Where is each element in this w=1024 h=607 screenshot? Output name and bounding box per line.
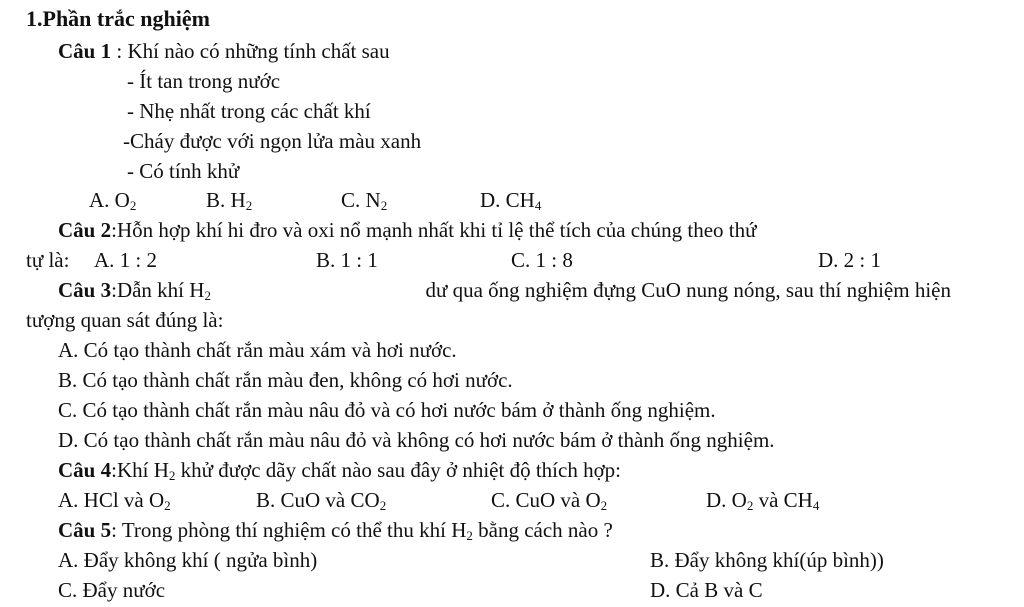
- question-1: [58, 41, 390, 62]
- question-1-label: Câu 1: [58, 39, 112, 63]
- question-5-option-b: B. Đẩy không khí(úp bình)): [650, 548, 884, 572]
- question-3-continuation: tượng quan sát đúng là:: [26, 308, 224, 332]
- question-2-option-d: D. 2 : 1: [818, 248, 881, 272]
- question-2-option-a: A. 1 : 2: [94, 248, 157, 272]
- question-1-option-d: D. $CH_4$: [480, 188, 542, 213]
- question-4-option-a: A. HCl và $O_2$: [58, 488, 171, 513]
- question-3-option-b: B. Có tạo thành chất rắn màu đen, không có hơi nước.: [58, 368, 513, 392]
- question-1-property: -Cháy được với ngọn lửa màu xanh: [123, 129, 422, 153]
- question-4-label: Câu 4: [58, 458, 112, 482]
- question-1-option-b: B. $H_2$: [206, 188, 253, 213]
- question-2: [58, 220, 756, 241]
- question-4-option-c: C. CuO và $O_2$: [491, 488, 608, 513]
- question-1-option-c: C. $N_2$: [341, 188, 388, 213]
- question-3: Câu 3:Dẫn khí $H_2$ dư qua ống nghiệm đựng CuO nung nóng, sau thí nghiệm hiện: [58, 278, 951, 303]
- question-4: Câu 4:Khí $H_2$ khử được dãy chất nào sau đây ở nhiệt độ thích hợp:: [58, 458, 622, 483]
- question-2-continuation: tự là:: [26, 248, 70, 272]
- question-5-option-a: A. Đẩy không khí ( ngửa bình): [58, 548, 318, 572]
- question-3-label: Câu 3: [58, 278, 112, 302]
- question-5-option-d: D. Cả B và C: [650, 578, 763, 602]
- question-4-text: khử được dãy chất nào sau đây ở nhiệt độ thích hợp:: [175, 458, 622, 482]
- question-1-property: - Có tính khử: [127, 159, 240, 183]
- question-1-option-a: A. $O_2$: [89, 188, 137, 213]
- section-heading: 1.Phần trắc nghiệm: [26, 6, 210, 31]
- question-4-option-b: B. CuO và $CO_2$: [256, 488, 387, 513]
- question-5-text: bằng cách nào ?: [472, 518, 613, 542]
- question-3-option-a: A. Có tạo thành chất rắn màu xám và hơi nước.: [58, 338, 457, 362]
- question-2-option-b: B. 1 : 1: [316, 248, 378, 272]
- question-1-property: - Ít tan trong nước: [127, 69, 281, 93]
- question-1-property: - Nhẹ nhất trong các chất khí: [127, 99, 371, 123]
- question-5: Câu 5: Trong phòng thí nghiệm có thể thu khí $H_2$ bằng cách nào ?: [58, 518, 613, 543]
- question-2-option-c: C. 1 : 8: [511, 248, 573, 272]
- question-5-option-c: C. Đẩy nước: [58, 578, 166, 602]
- question-1-text: : Khí nào có những tính chất sau: [111, 39, 390, 63]
- question-2-label: Câu 2: [58, 218, 112, 242]
- question-3-text: dư qua ống nghiệm đựng CuO nung nóng, sau thí nghiệm hiện: [425, 278, 951, 302]
- question-4-option-d: D. $O_2$ và $CH_4$: [706, 488, 820, 513]
- question-5-label: Câu 5: [58, 518, 112, 542]
- question-2-text: :Hỗn hợp khí hi đro và oxi nổ mạnh nhất khi tỉ lệ thể tích của chúng theo thứ: [111, 218, 757, 242]
- question-3-option-c: C. Có tạo thành chất rắn màu nâu đỏ và có hơi nước bám ở thành ống nghiệm.: [58, 398, 716, 422]
- question-3-option-d: D. Có tạo thành chất rắn màu nâu đỏ và không có hơi nước bám ở thành ống nghiệm.: [58, 428, 775, 452]
